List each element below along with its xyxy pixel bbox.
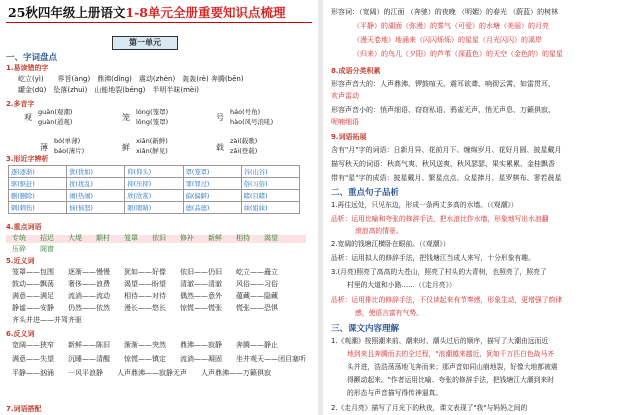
subsection-heading: 8.成语分类积累 [331, 67, 381, 75]
table-cell: 谷(山谷) [241, 166, 299, 178]
text-line: 滚浪高的情景。 [355, 227, 403, 235]
table-cell: 犹(犹如) [67, 166, 125, 178]
subsection-heading: 4.重点词语 [6, 223, 42, 231]
text-line: （漫天卷地）地涌来（闪闪烁烁）的星星（月光闪闪）的溪岸 [353, 36, 542, 44]
synonym-line: 静谧——安静 仍然——依然 漫长——悠长 惊慌——慌张 慌张——恐惧 [12, 304, 278, 312]
text-line: 村里的大道和小路……（《走月亮》） [347, 281, 456, 289]
text-line: 呢喃细语 [331, 118, 359, 126]
text-line: 品析：运用比喻和夸张的修辞手法，把水浪比作水墙，形象地写出水浪翻 [331, 215, 549, 223]
text-line: 1.《观潮》按照潮来前、潮来时、潮头过后的顺序，描写了大潮由远而近 [331, 337, 549, 345]
polyphone-group: 载 zài(载歌) zǎi(登载) [216, 137, 258, 155]
table-cell: 俗(习俗) [241, 178, 299, 190]
synonym-line: 笼罩——包围 逐渐——慢慢 犹如——好像 依旧——仍旧 屹立——矗立 [12, 268, 278, 276]
text-line: 3.(月亮)照亮了高高的大苍山，照亮了村头的大青树，也照亮了，照亮了 [331, 268, 547, 276]
text-line: 带有"星"字的成语：披星戴月、繁星点点、众星捧月、星罗棋布、寥若晨星 [331, 174, 562, 182]
text-line: 头并进，浩浩荡荡地飞奔而来；那声音如同山崩地裂，好像大地都被震 [347, 363, 558, 371]
text-line: （归来）的鸟儿（夕阳）的芦苇（深蓝色）的天空（金色的）的星星 [353, 50, 563, 58]
subsection-heading: 3.形近字辨析 [6, 155, 49, 163]
text-line: 形容声音大的：人声鼎沸、锣鼓喧天、震耳欲聋、响彻云霄、如雷贯耳、 [331, 80, 555, 88]
section-heading: 一、字词盘点 [6, 53, 58, 63]
section-heading: 二、重点句子品析 [331, 188, 400, 198]
unit-heading: 第一单元 [112, 36, 178, 50]
antonym-line: 宽阔——狭窄 新鲜——陈旧 渐渐——突然 鼎沸——寂静 奔腾——静止 [12, 341, 278, 349]
text-line: 的形态与声音描写得传神逼真。 [347, 389, 443, 397]
table-cell: 逐(逐渐) [9, 166, 67, 178]
table-cell: 德(品德) [183, 202, 241, 214]
polyphone-group: 薄 bó(单薄) báo(薄片) [40, 137, 85, 155]
subsection-heading: 2.多音字 [6, 100, 35, 108]
polyphone-group: 鲜 xiān(新鲜) xiǎn(鲜见) [122, 137, 168, 155]
text-line: 地到来且奔腾而去的全过程，"浪潮越来越近，犹如千万匹白色战马齐 [347, 350, 555, 358]
text-line: 欢声雷动 [331, 92, 359, 100]
text-line: 形容词：（宽阔）的江面 （奔驰）的夜晚 （明媚）的春光 （蔚蓝）的树林 [331, 8, 559, 16]
table-row [9, 166, 300, 178]
left-page [0, 0, 318, 415]
key-words-line: 专统 招迟 大堤 颠村 笼罩 依旧 修补 新鲜 相持 渴望 [12, 234, 278, 242]
table-cell: 睹(目睹) [241, 190, 299, 202]
table-row [9, 190, 300, 202]
synonym-line: 满意——满足 流淌——流动 相待——对待 偶然——意外 蕴藏——隐藏 [12, 292, 278, 300]
table-cell: 恼(恼怒) [67, 202, 125, 214]
document-title: 25秋四年级上册语文1-8单元全册重要知识点梳理 [8, 5, 286, 20]
key-words-line: 压碎 阁窗 [12, 245, 54, 253]
subsection-heading: 1.易读错的字 [6, 64, 49, 72]
subsection-heading: 9.词语拓展 [331, 133, 367, 141]
table-cell: 闹(热闹) [67, 190, 125, 202]
table-cell: 眼(眼睛) [125, 202, 183, 214]
near-form-table [8, 165, 300, 214]
table-cell: 妹(姐妹) [241, 202, 299, 214]
subsection-heading: 7.词语搭配 [6, 405, 42, 413]
table-cell: 偏(偏僻) [183, 190, 241, 202]
table-cell: 欣(欣赏) [125, 190, 183, 202]
table-cell: 罩(笼罩) [183, 166, 241, 178]
table-cell: 仰(仰头) [125, 166, 183, 178]
text-line: 2.《走月亮》描写了月光下的秋夜，课文表现了"我"与妈妈之间的 [331, 404, 528, 412]
table-cell: 刺(刺伤) [9, 202, 67, 214]
synonym-line: 齐头并进——并驾齐驱 [12, 316, 82, 324]
table-cell: 抑(压抑) [125, 178, 183, 190]
section-heading: 三、课文内容理解 [331, 324, 400, 334]
right-page [323, 0, 641, 415]
text-line: 感，使语言富有气势。 [355, 309, 423, 317]
table-row [9, 202, 300, 214]
antonym-line: 平静——汹涌 一风平浪静 人声鼎沸——寂静无声 人声鼎沸——万籁俱寂 [12, 369, 271, 377]
table-cell: 驱(驱赶) [9, 178, 67, 190]
title-divider [6, 22, 312, 23]
text-line: 含有"月"字的词语：日新月异、花前月下、缠绵岁月、花好月圆、披星戴月 [331, 146, 562, 154]
text-line: 品析：运用拟人的修辞手法，把钱塘江当成人来写，十分形象有趣。 [331, 254, 535, 262]
antonym-line: 满意——失望 沉睡——清醒 惊慌——镇定 流淌——凝固 坐井观天——闭目塞听 [12, 355, 306, 363]
text-line: 品析：运用排比的修辞手法，不仅读起来有节奏感，形象生动，更增强了韵律 [331, 296, 563, 304]
easy-read-line: 罐金(dū) 坠落(zhuì) 山能地裂(bēng) 半明半昧(mèi) [18, 86, 199, 94]
text-line: （平静）的湖面（弥漫）的雾气（可爱）的水塘（美丽）的月亮 [353, 22, 549, 30]
text-line: 2.宽阔的钱塘江横卧在眼前。（《观潮》） [331, 240, 450, 248]
text-line: 描写秋天的词语：秋高气爽、秋风送爽、秋风瑟瑟、果实累累、金桂飘香 [331, 160, 555, 168]
text-line: 得颤动起来。"作者运用比喻、夸张的修辞手法，把钱塘江大潮到来时 [347, 376, 555, 384]
subsection-heading: 5.近义词 [6, 257, 35, 265]
table-cell: 罪(罪过) [183, 178, 241, 190]
polyphone-group: 号 háo(号角) hào(风号浪吼) [216, 108, 274, 126]
polyphone-group: 笼 lóng(笼罩) lǒng(笼罩) [122, 108, 169, 126]
table-cell: 删(删除) [9, 190, 67, 202]
polyphone-group: 观 guān(观潮) guàn(道观) [24, 108, 73, 126]
easy-read-line: 屹立(yì) 界旨(àng) 鼎沸(dǐng) 震动(zhèn) 轰轰(rè) 奔腾(bēn) [18, 75, 244, 83]
text-line: 1.再往远处，只见东边，形成一条两丈多高的水墙。（《观潮》） [331, 201, 518, 209]
text-line: 形容声音小的：悄声细语、窃窃私语、鸦雀无声、悄无声息、万籁俱寂、 [331, 106, 555, 114]
synonym-line: 鼓动——飘荡 奢侈——浪费 渴望——盼望 清澈——清澈 风俗——习俗 [12, 280, 278, 288]
table-cell: 扰(扰乱) [67, 178, 125, 190]
table-row [9, 178, 300, 190]
subsection-heading: 6.反义词 [6, 330, 35, 338]
